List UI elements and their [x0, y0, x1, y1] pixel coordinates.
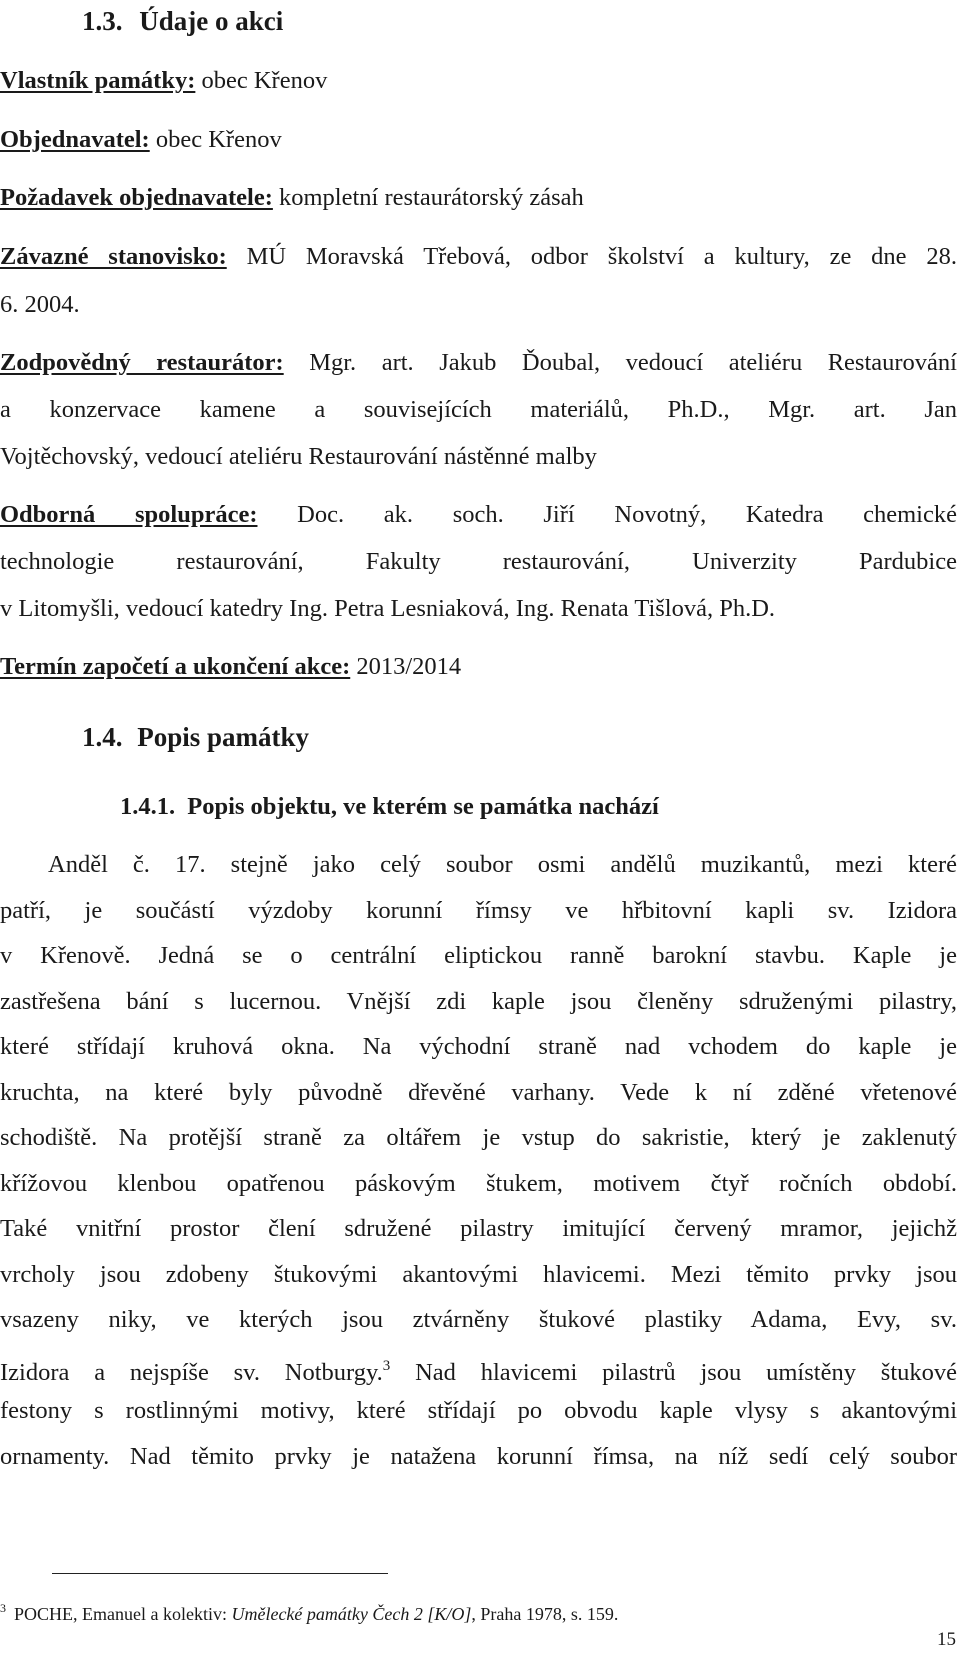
footnote: $^3$ POCHE, Emanuel a kolektiv: Umělecké památky Čech 2 [K/O], Praha 1978, s. 159.	[0, 1601, 619, 1624]
opinion-row-cont: 6. 2004.	[0, 291, 80, 318]
term-row	[0, 650, 957, 684]
restorer-row-cont-1: a konzervace kamene a souvisejících materiálů, Ph.D., Mgr. art. Jan	[0, 396, 957, 423]
footnote-title: Umělecké památky Čech 2 [K/O]	[231, 1604, 472, 1624]
request-value: kompletní restaurátorský zásah	[272, 184, 584, 211]
page-number: 15	[937, 1629, 956, 1650]
footnote-separator	[52, 1573, 388, 1574]
body-line: festony s rostlinnými motivy, které střídají po obvodu kaple vlysy s akantovými	[0, 1397, 957, 1424]
opinion-label: Závazné stanovisko:	[0, 243, 227, 270]
section-heading-1-3: 1.3. Údaje o akci	[82, 6, 284, 36]
cooperation-row-cont-2: v Litomyšli, vedoucí katedry Ing. Petra Lesniaková, Ing. Renata Tišlová, Ph.D.	[0, 595, 776, 622]
cooperation-row-cont-1: technologie restaurování, Fakulty restaurování, Univerzity Pardubice	[0, 548, 957, 575]
term-value: 2013/2014	[350, 653, 462, 680]
opinion-value: MÚ Moravská Třebová, odbor školství a kultury, ze dne 28.	[246, 243, 957, 270]
owner-row	[0, 64, 957, 98]
restorer-value: Mgr. art. Jakub Ďoubal, vedoucí ateliéru Restaurování	[309, 349, 957, 376]
body-line: vrcholy jsou zdobeny štukovými akantovými hlavicemi. Mezi těmito prvky jsou	[0, 1261, 957, 1288]
request-row	[0, 181, 957, 215]
section-heading-1-4: 1.4. Popis památky	[82, 722, 310, 752]
cooperation-value: Doc. ak. soch. Jiří Novotný, Katedra chemické	[297, 501, 957, 528]
body-line: Izidora a nejspíše sv. Notburgy.$^3$ Nad hlavicemi pilastrů jsou umístěny štukové	[0, 1358, 957, 1386]
footnote-number: 3	[0, 1601, 6, 1615]
client-label: Objednavatel:	[0, 126, 150, 153]
body-line: v Křenově. Jedná se o centrální eliptickou ranně barokní stavbu. Kaple je	[0, 942, 957, 969]
body-line: Také vnitřní prostor člení sdružené pilastry imitující červený mramor, jejichž	[0, 1215, 957, 1242]
opinion-row	[0, 240, 957, 274]
owner-label: Vlastník památky:	[0, 67, 196, 94]
body-line: schodiště. Na protější straně za oltářem je vstup do sakristie, který je zaklenutý	[0, 1124, 957, 1151]
term-label: Termín započetí a ukončení akce:	[0, 653, 351, 680]
client-row	[0, 123, 957, 157]
body-line: vsazeny niky, ve kterých jsou ztvárněny štukové plastiky Adama, Evy, sv.	[0, 1306, 957, 1333]
cooperation-label: Odborná spolupráce:	[0, 501, 258, 528]
client-value: obec Křenov	[149, 126, 282, 153]
footnote-ref[interactable]: 3	[382, 1358, 391, 1374]
body-line: kruchta, na které byly původně dřevěné varhany. Vede k ní zděné vřetenové	[0, 1079, 957, 1106]
section-heading-1-4-1: 1.4.1. Popis objektu, ve kterém se památka nachází	[120, 793, 659, 820]
restorer-label: Zodpovědný restaurátor:	[0, 349, 284, 376]
cooperation-row	[0, 498, 957, 532]
body-line: ornamenty. Nad těmito prvky je natažena korunní římsa, na níž sedí celý soubor	[0, 1443, 957, 1470]
body-line: Anděl č. 17. stejně jako celý soubor osmi andělů muzikantů, mezi které	[48, 851, 957, 878]
owner-value: obec Křenov	[195, 67, 328, 94]
body-line: zastřešena bání s lucernou. Vnější zdi kaple jsou členěny sdruženými pilastry,	[0, 988, 957, 1015]
restorer-row	[0, 346, 957, 380]
body-line: patří, je součástí výzdoby korunní římsy ve hřbitovní kapli sv. Izidora	[0, 897, 957, 924]
request-label: Požadavek objednavatele:	[0, 184, 273, 211]
body-line: které střídají kruhová okna. Na východní straně nad vchodem do kaple je	[0, 1033, 957, 1060]
body-line: křížovou klenbou opatřenou páskovým štukem, motivem čtyř ročních období.	[0, 1170, 957, 1197]
restorer-row-cont-2: Vojtěchovský, vedoucí ateliéru Restaurování nástěnné malby	[0, 443, 597, 470]
